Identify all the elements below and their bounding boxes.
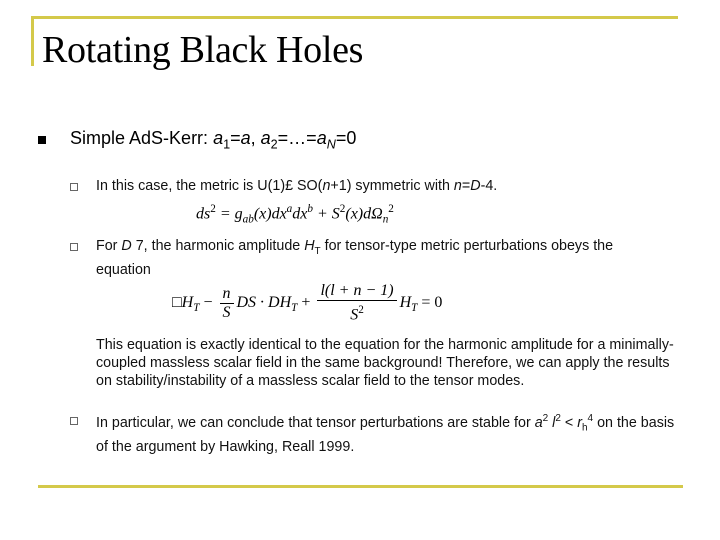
explanation-text: This equation is exactly identical to the equation for the harmonic amplitude for a minimally-coupled massless scalar field in the same background! Therefore, we can apply the results on stability/instability of a massless scalar field to the tensor modes.	[96, 337, 674, 389]
metric-equation: $ds^2 = g_{ab}(x)dx^adx^b + S^2(x)d\Omega_n^2$	[196, 203, 394, 226]
frame-top-rule	[31, 16, 678, 19]
hollow-square-bullet-icon	[70, 243, 78, 251]
fraction-n-over-s: $\frac{n}{S}$	[220, 285, 234, 322]
hollow-square-bullet-icon	[70, 417, 78, 425]
bullet-main: Simple AdS-Kerr: $a_1=a$, $a_2=\dots=a_N=0$	[70, 128, 357, 152]
hollow-square-bullet-icon	[70, 183, 78, 191]
explanation-paragraph	[96, 336, 676, 390]
tensor-equation: $□H_T$ − $\frac{n}{S}$ DS · $DH_T$ + $\frac{l(l + n - 1)}{S^2}$ $H_T = 0$	[172, 282, 443, 324]
slide-title: Rotating Black Holes	[42, 29, 364, 71]
frame-left-rule	[31, 16, 34, 66]
bullet-text: Simple Ad	[70, 128, 152, 148]
fraction-l-over-s2: $\frac{l(l + n - 1)}{S^2}$	[317, 282, 396, 324]
sub-item-2: For D 7, the harmonic amplitude $H_T$ for tensor-type metric perturbations obeys the equation	[96, 238, 614, 278]
sub-item-1: In this case, the metric is U(1)£ SO(n+1) symmetric with n=D-4.	[96, 178, 498, 194]
square-bullet-icon	[38, 136, 46, 144]
conclusion-item: In particular, we can conclude that tensor perturbations are stable for $a^2$ $l^2 < r_h^4$ on the basis of the argument by Hawking, Reall 1999.	[96, 413, 675, 455]
bottom-rule	[38, 485, 683, 488]
